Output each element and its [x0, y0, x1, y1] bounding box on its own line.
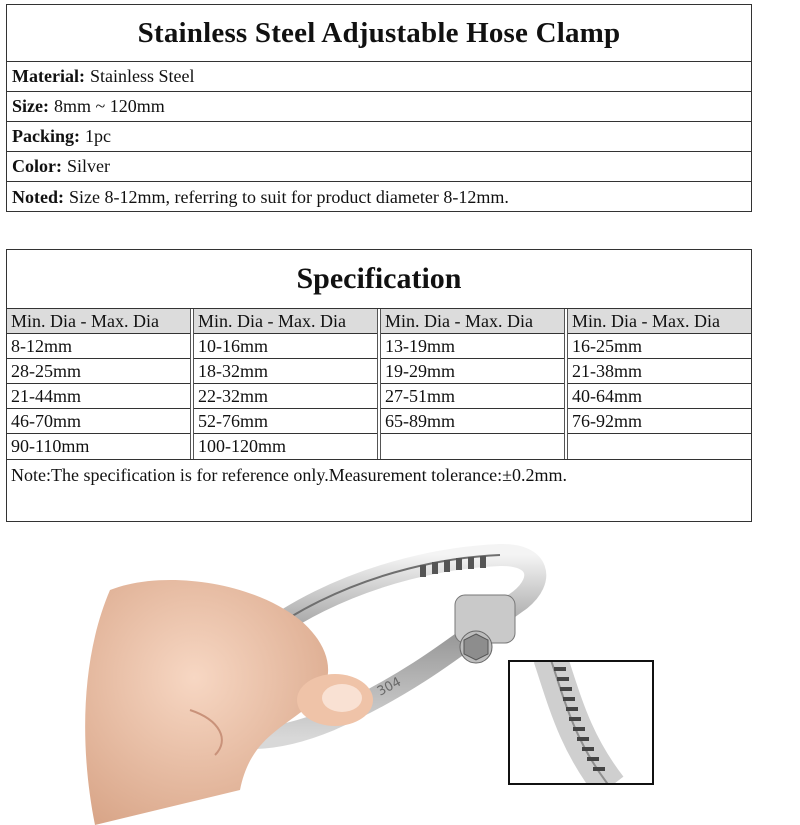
- spec-cell: 21-44mm: [7, 384, 190, 409]
- spec-cell: 76-92mm: [568, 409, 751, 434]
- specification-title: Specification: [7, 250, 751, 309]
- info-table: [6, 4, 752, 212]
- spec-cell: 16-25mm: [568, 334, 751, 359]
- spec-cell: 19-29mm: [381, 359, 564, 384]
- spec-cell: 52-76mm: [194, 409, 377, 434]
- spec-column: [568, 309, 751, 459]
- info-label: Color:: [12, 156, 62, 176]
- spec-cell: 8-12mm: [7, 334, 190, 359]
- info-value: Size 8-12mm, referring to suit for product diameter 8-12mm.: [69, 186, 509, 207]
- band-marking: 304: [374, 674, 404, 700]
- spec-column-header: Min. Dia - Max. Dia: [381, 309, 564, 334]
- info-label: Packing:: [12, 126, 81, 146]
- spec-cell: 90-110mm: [11, 436, 90, 457]
- product-title: Stainless Steel Adjustable Hose Clamp: [7, 5, 751, 62]
- info-row-material: [7, 62, 751, 92]
- spec-cell: 22-32mm: [194, 384, 377, 409]
- info-row-noted: [7, 182, 751, 212]
- spec-cell: 40-64mm: [568, 384, 751, 409]
- spec-cell: 21-38mm: [568, 359, 751, 384]
- spec-grid: [7, 309, 751, 460]
- hand-illustration: [85, 580, 373, 825]
- info-row-color: [7, 152, 751, 182]
- spec-column-header: Min. Dia - Max. Dia: [194, 309, 377, 334]
- spec-note: Note:The specification is for reference only.Measurement tolerance:±0.2mm.: [11, 464, 567, 485]
- spec-column: [381, 309, 568, 459]
- specification-table: [6, 249, 752, 522]
- spec-cell: 100-120mm: [198, 436, 286, 457]
- info-label: Size:: [12, 96, 49, 116]
- product-photo: [0, 530, 800, 825]
- spec-column: [7, 309, 194, 459]
- info-label: Material:: [12, 66, 85, 86]
- spec-cell: 65-89mm: [381, 409, 564, 434]
- spec-cell: [381, 434, 564, 459]
- info-label: Noted:: [12, 186, 64, 207]
- spec-cell: [568, 434, 751, 459]
- info-value: 1pc: [85, 126, 112, 146]
- spec-column-header: Min. Dia - Max. Dia: [7, 309, 190, 334]
- spec-cell: 10-16mm: [194, 334, 377, 359]
- spec-cell: 13-19mm: [381, 334, 564, 359]
- spec-cell: 18-32mm: [194, 359, 377, 384]
- spec-cell: 27-51mm: [381, 384, 564, 409]
- info-value: Stainless Steel: [89, 66, 195, 86]
- spec-column: [194, 309, 381, 459]
- info-value: Silver: [66, 156, 110, 176]
- info-row-size: [7, 92, 751, 122]
- spec-cell: 46-70mm: [7, 409, 190, 434]
- screw-housing: [455, 595, 515, 663]
- info-value: 8mm ~ 120mm: [53, 96, 165, 116]
- band-closeup-inset: [508, 660, 654, 785]
- spec-cell: 28-25mm: [7, 359, 190, 384]
- band-closeup-illustration: [510, 662, 652, 783]
- info-row-packing: [7, 122, 751, 152]
- spec-column-header: Min. Dia - Max. Dia: [568, 309, 751, 334]
